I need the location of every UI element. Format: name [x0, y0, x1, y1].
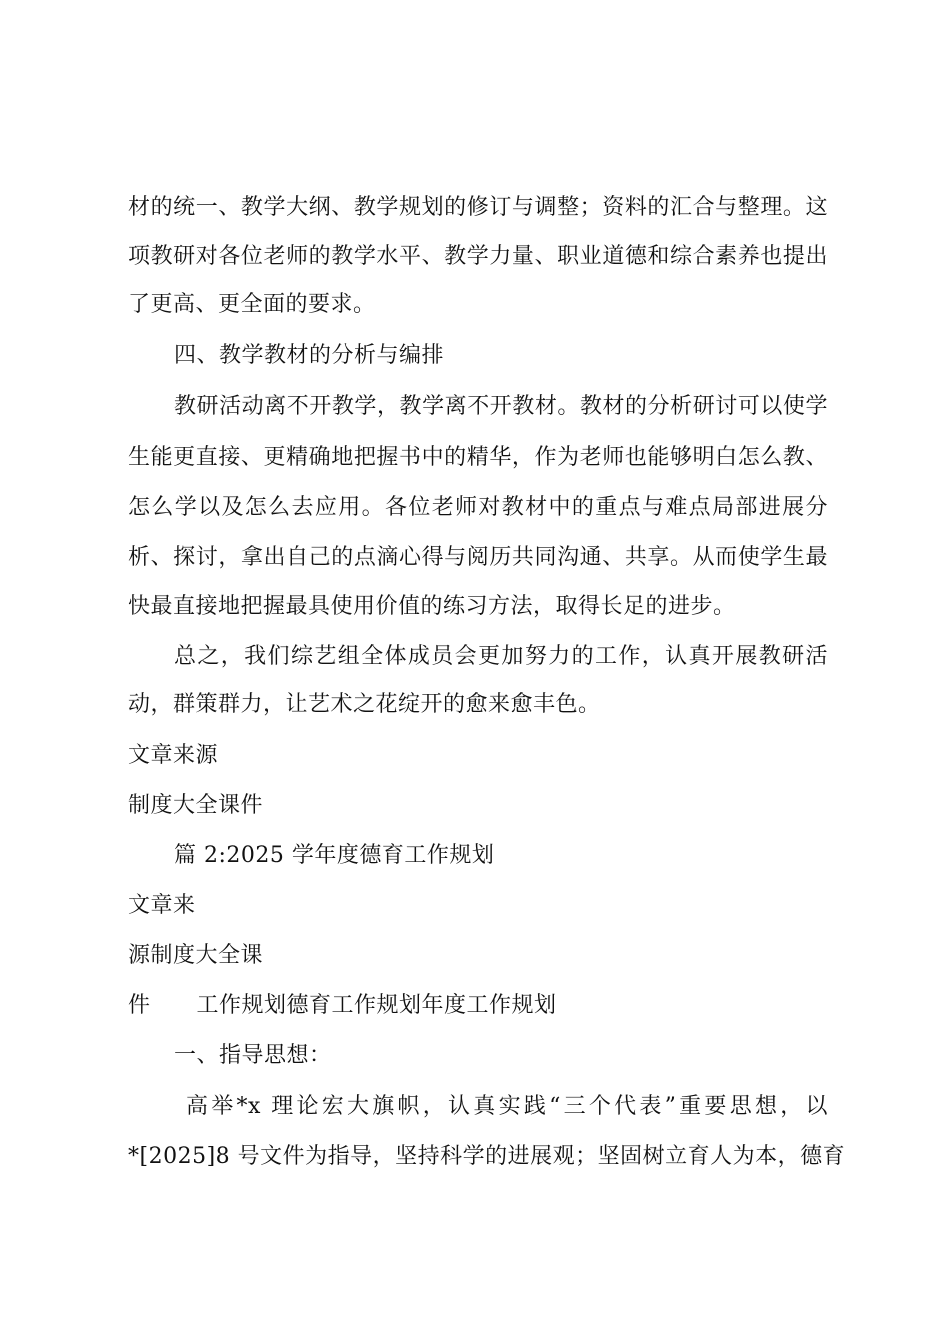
section-heading: 一、指导思想： [174, 1043, 332, 1068]
source-label: 文章来源 [128, 743, 219, 768]
paragraph-line: 怎么学以及怎么去应用。各位老师对教材中的重点与难点局部进展分 [128, 495, 828, 520]
keywords-line [128, 991, 828, 1021]
paragraph-line: 高举*x 理论宏大旗帜，认真实践“三个代表”重要思想，以 [186, 1094, 828, 1119]
paragraph-line: 教研活动离不开教学，教学离不开教材。教材的分析研讨可以使学 [174, 394, 828, 419]
source-label: 源制度大全课 [128, 943, 264, 968]
paragraph-line: 析、探讨，拿出自己的点滴心得与阅历共同沟通、共享。从而使学生最 [128, 545, 828, 570]
paragraph-line: 生能更直接、更精确地把握书中的精华，作为老师也能够明白怎么教、 [128, 445, 828, 470]
paragraph-line: 项教研对各位老师的教学水平、教学力量、职业道德和综合素养也提出 [128, 244, 828, 269]
keywords-text: 工作规划德育工作规划年度工作规划 [196, 993, 557, 1018]
article-title: 篇 2:2025 学年度德育工作规划 [174, 843, 495, 868]
paragraph-line: 材的统一、教学大纲、教学规划的修订与调整；资料的汇合与整理。这 [128, 195, 828, 220]
source-label: 制度大全课件 [128, 793, 264, 818]
paragraph-line: 快最直接地把握最具使用价值的练习方法，取得长足的进步。 [128, 594, 736, 619]
source-label: 文章来 [128, 893, 196, 918]
keywords-prefix: 件 [128, 993, 151, 1018]
section-heading: 四、教学教材的分析与编排 [174, 343, 445, 368]
paragraph-line: 了更高、更全面的要求。 [128, 292, 376, 317]
paragraph-line: 动，群策群力，让艺术之花绽开的愈来愈丰色。 [128, 692, 601, 717]
paragraph-line: *[2025]8 号文件为指导，坚持科学的进展观；坚固树立育人为本，德育 [128, 1144, 846, 1169]
paragraph-line: 总之，我们综艺组全体成员会更加努力的工作，认真开展教研活 [174, 644, 828, 669]
